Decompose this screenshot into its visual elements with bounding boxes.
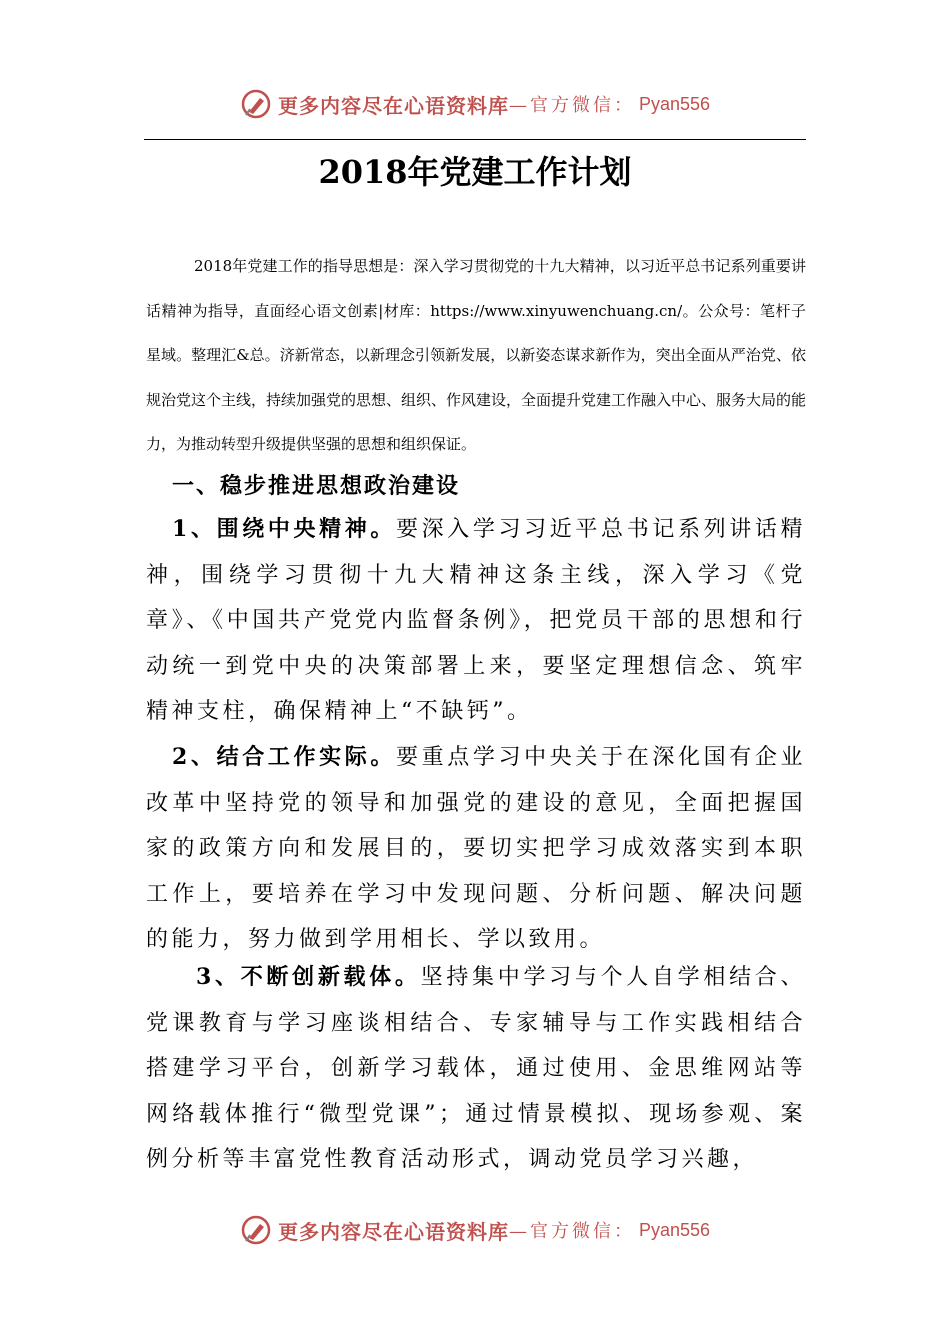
pen-nib-circle-icon — [240, 1214, 272, 1246]
item-2-text: 要重点学习中央关于在深化国有企业改革中坚持党的领导和加强党的建设的意见，全面把握国家的政策方向和发展目的，要切实把学习成效落实到本职工作上，要培养在学习中发现问题、分析问题、解决问题的能力，努力做到学用相长、学以致用。 — [146, 745, 806, 952]
page-title: 2018年党建工作计划 — [318, 153, 632, 191]
banner-separator-text: —官方微信： — [508, 1221, 635, 1242]
intro-text: 2018年党建工作的指导思想是：深入学习贯彻党的十九大精神，以习近平总书记系列重要讲话精神为指导，直面经心语文创素|材库：https://www.xinyuwenchuang.cn/。公众号：笔杆子星域。整理汇&总。济新常态，以新理念引领新发展，以新姿态谋求新作为，突出全面从严治党、依规治党这个主线，持续加强党的思想、组织、作风建设，全面提升党建工作融入中心、服务大局的能力，为推动转型升级提供坚强的思想和组织保证。 — [146, 257, 807, 454]
item-1-lead: 1、围绕中央精神。 — [172, 516, 396, 542]
section-heading: 一、稳步推进思想政治建设 — [172, 473, 461, 499]
banner-main-text: 更多内容尽在心语资料库 — [277, 93, 509, 118]
intro-paragraph — [146, 244, 806, 467]
item-2-lead: 2、结合工作实际。 — [172, 744, 396, 770]
section-item-2 — [146, 735, 806, 963]
banner-main-text: 更多内容尽在心语资料库 — [277, 1219, 509, 1244]
item-3-lead: 3、不断创新载体。 — [196, 964, 421, 990]
header-divider — [144, 139, 806, 140]
banner-separator-text: —官方微信： — [508, 95, 635, 116]
pen-nib-circle-icon — [240, 88, 272, 120]
item-1-text: 要深入学习习近平总书记系列讲话精神，围绕学习贯彻十九大精神这条主线，深入学习《党章》、《中国共产党党内监督条例》，把党员干部的思想和行动统一到党中央的决策部署上来，要坚定理想信念、筑牢精神支柱，确保精神上“不缺钙”。 — [146, 517, 806, 724]
item-3-text: 坚持集中学习与个人自学相结合、党课教育与学习座谈相结合、专家辅导与工作实践相结合搭建学习平台，创新学习载体，通过使用、金思维网站等网络载体推行“微型党课”；通过情景模拟、现场参观、案例分析等丰富党性教育活动形式，调动党员学习兴趣， — [146, 965, 806, 1172]
header-banner — [0, 84, 950, 124]
section-item-3 — [146, 955, 806, 1183]
banner-wechat-id: Pyan556 — [638, 93, 711, 114]
footer-banner — [0, 1210, 950, 1250]
section-item-1 — [146, 507, 806, 735]
banner-wechat-id: Pyan556 — [638, 1219, 711, 1240]
